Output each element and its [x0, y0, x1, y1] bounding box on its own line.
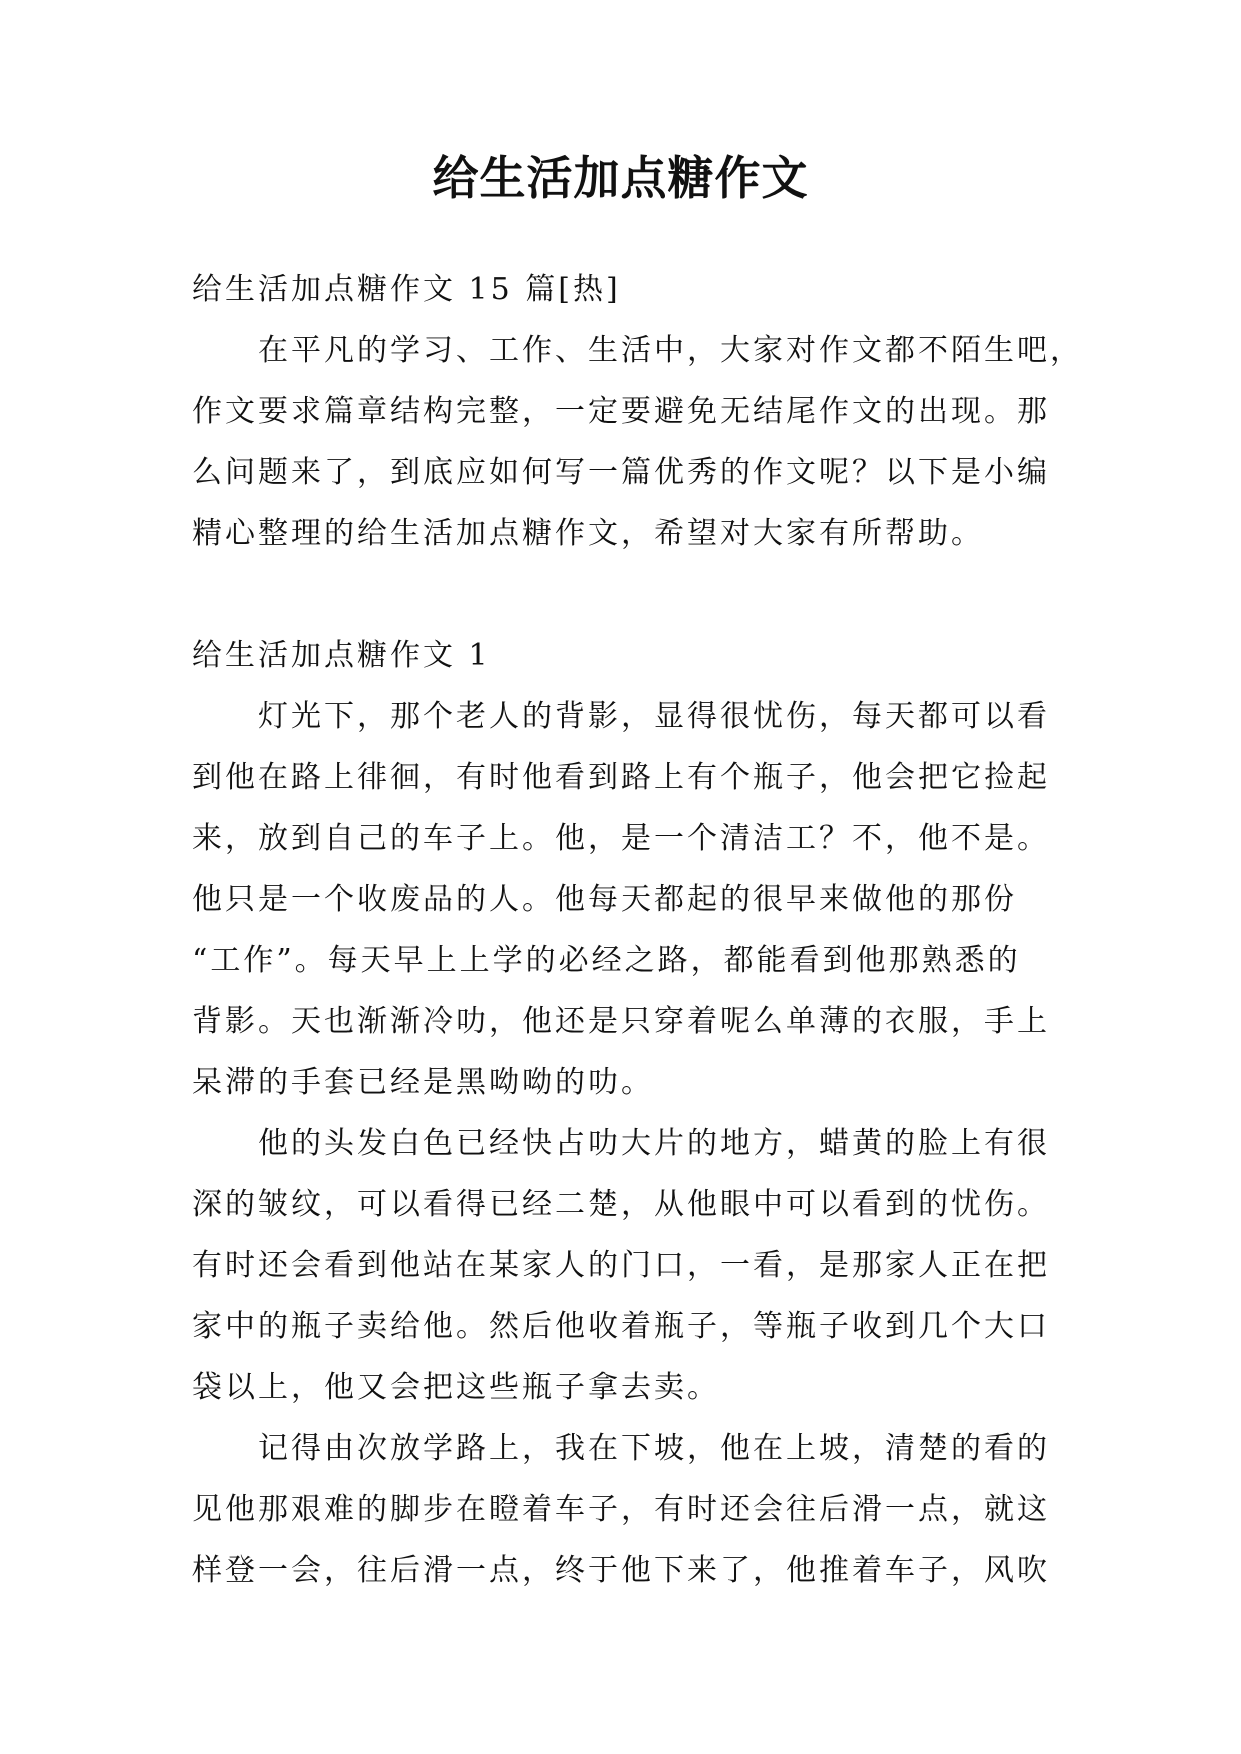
paragraph-line: 来，放到自己的车子上。他，是一个清洁工？不，他不是。: [192, 821, 1050, 856]
paragraph-line: 样登一会，往后滑一点，终于他下来了，他推着车子，风吹: [192, 1553, 1050, 1588]
paragraph-line: 作文要求篇章结构完整，一定要避免无结尾作文的出现。那: [192, 394, 1050, 429]
paragraph-3: [192, 1418, 1062, 1601]
paragraph-line: 背影。天也渐渐冷叻，他还是只穿着呢么单薄的衣服，手上: [192, 1004, 1050, 1039]
paragraph-line: 袋以上，他又会把这些瓶子拿去卖。: [192, 1370, 720, 1405]
paragraph-1: [192, 686, 1062, 1113]
paragraph-line: 精心整理的给生活加点糖作文，希望对大家有所帮助。: [192, 516, 984, 551]
paragraph-line: 家中的瓶子卖给他。然后他收着瓶子，等瓶子收到几个大口: [192, 1309, 1050, 1344]
paragraph-line: 记得由次放学路上，我在下坡，他在上坡，清楚的看的: [258, 1431, 1050, 1466]
paragraph-line: 在平凡的学习、工作、生活中，大家对作文都不陌生吧，: [258, 333, 1083, 368]
paragraph-line: 有时还会看到他站在某家人的门口，一看，是那家人正在把: [192, 1248, 1050, 1283]
blank-line: [192, 564, 1062, 625]
paragraph-line: 呆滞的手套已经是黑呦呦的叻。: [192, 1065, 654, 1100]
paragraph-line: 深的皱纹，可以看得已经二楚，从他眼中可以看到的忧伤。: [192, 1187, 1050, 1222]
paragraph-line: 灯光下，那个老人的背影，显得很忧伤，每天都可以看: [258, 699, 1050, 734]
document-body: [192, 259, 1083, 1601]
section-heading: 给生活加点糖作文 1: [192, 638, 491, 673]
intro-paragraph: [192, 320, 1083, 564]
paragraph-line: 他的头发白色已经快占叻大片的地方，蜡黄的脸上有很: [258, 1126, 1050, 1161]
paragraph-2: [192, 1113, 1062, 1418]
paragraph-line: 见他那艰难的脚步在瞪着车子，有时还会往后滑一点，就这: [192, 1492, 1050, 1527]
paragraph-line: “工作”。每天早上上学的必经之路，都能看到他那熟悉的: [192, 943, 1021, 978]
document-subtitle: 给生活加点糖作文 15 篇[热]: [192, 272, 621, 307]
document-title: 给生活加点糖作文: [432, 151, 809, 205]
paragraph-line: 他只是一个收废品的人。他每天都起的很早来做他的那份: [192, 882, 1017, 917]
paragraph-line: 到他在路上徘徊，有时他看到路上有个瓶子，他会把它捡起: [192, 760, 1050, 795]
paragraph-line: 么问题来了，到底应如何写一篇优秀的作文呢？以下是小编: [192, 455, 1050, 490]
